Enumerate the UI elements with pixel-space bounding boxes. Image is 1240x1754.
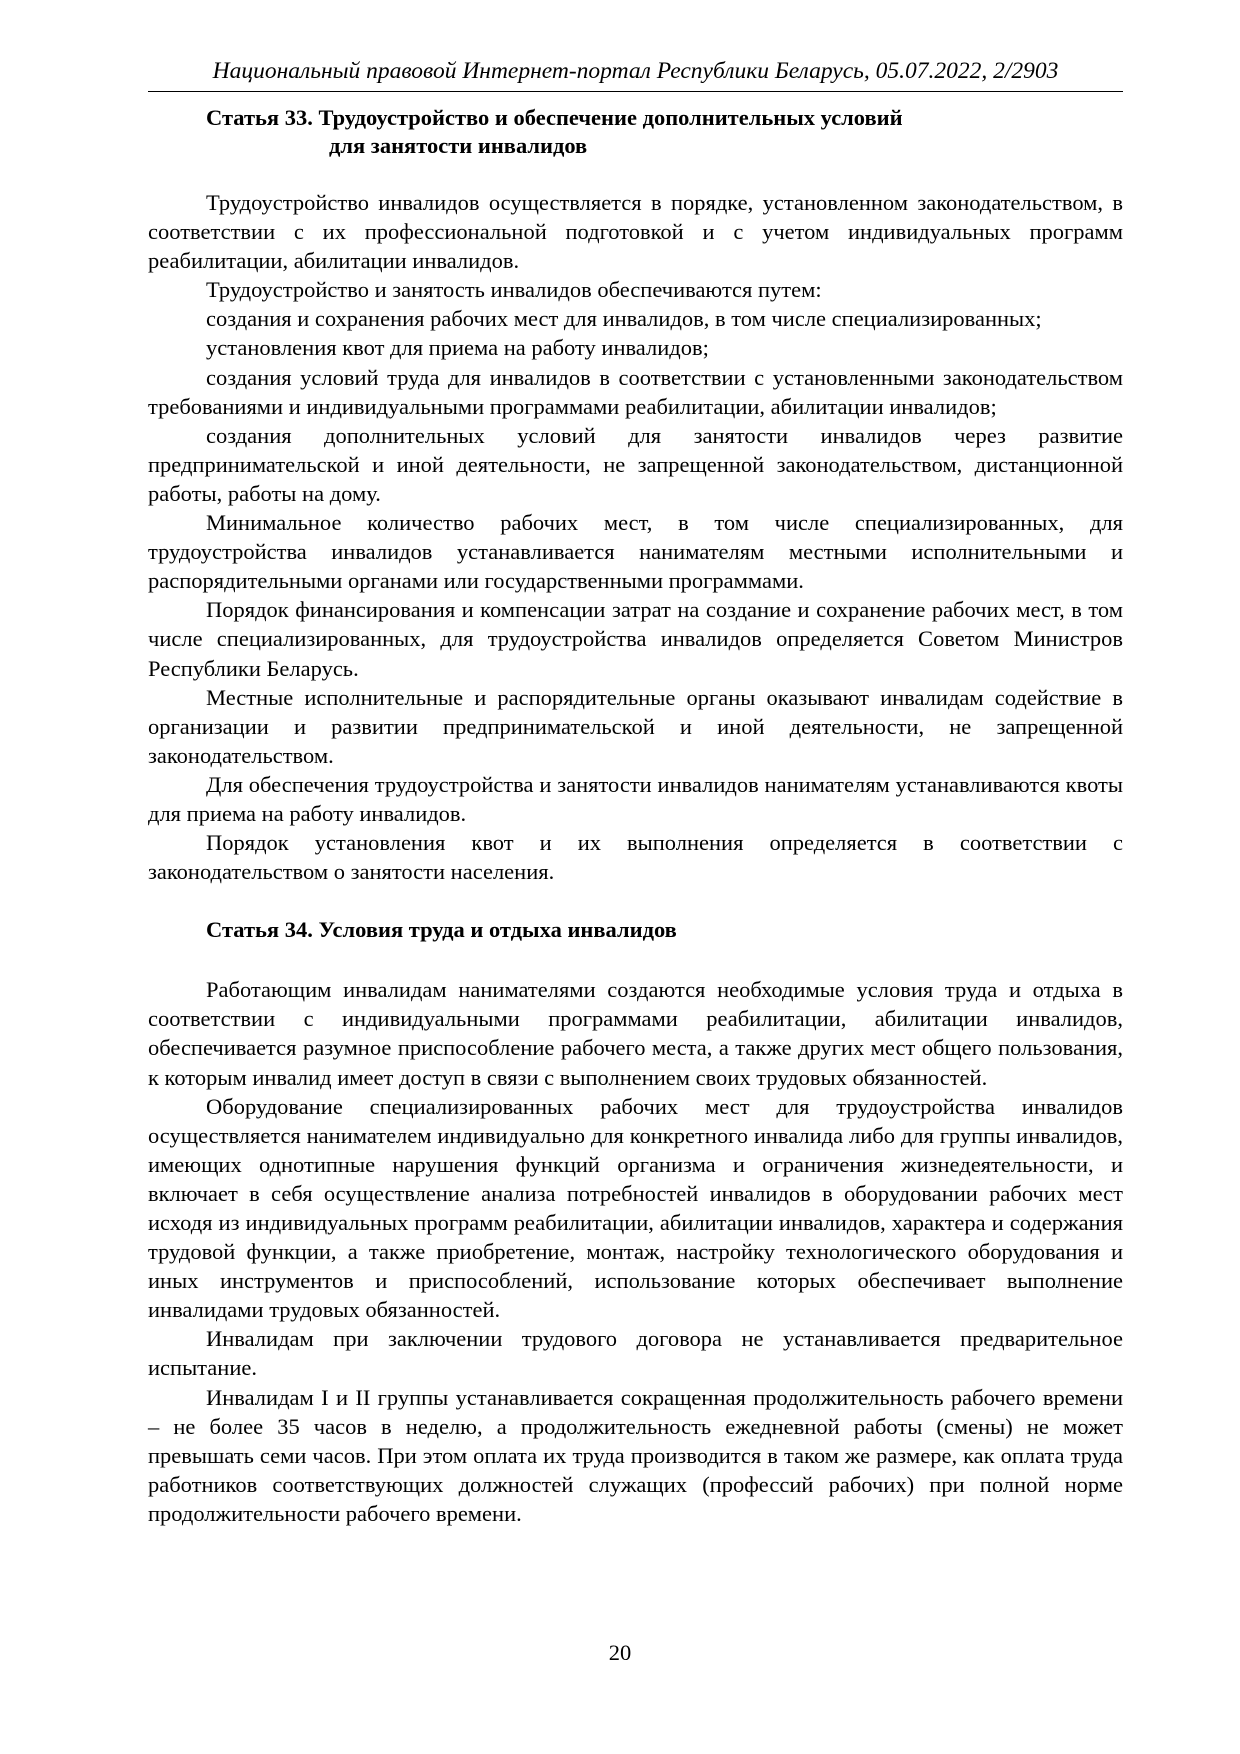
article-33-paragraph: Трудоустройство и занятость инвалидов обеспечиваются путем:: [206, 277, 822, 303]
article-33-paragraph: создания дополнительных условий для занятости инвалидов через развитие предпринимательской и иной деятельности, не запрещенной законодательством, дистанционной работы, работы на дому.: [148, 422, 1123, 506]
article-34-body: [148, 975, 1123, 1528]
article-33-title-line1: Статья 33. Трудоустройство и обеспечение дополнительных условий: [206, 105, 903, 130]
article-34-paragraph: Работающим инвалидам нанимателями создаются необходимые условия труда и отдыха в соответствии с индивидуальными программами реабилитации, абилитации инвалидов, обеспечивается разумное приспособление рабочего места, а также других мест общего пользования, к которым инвалид имеет доступ в связи с выполнением своих трудовых обязанностей.: [148, 977, 1123, 1090]
article-33-body: [148, 188, 1123, 886]
article-33-title-line2: для занятости инвалидов: [329, 133, 588, 158]
article-33-paragraph: Порядок финансирования и компенсации затрат на создание и сохранение рабочих мест, в том числе специализированных, для трудоустройства инвалидов определяется Советом Министров Республики Беларусь.: [148, 597, 1123, 681]
article-33-paragraph: Для обеспечения трудоустройства и занятости инвалидов нанимателям устанавливаются квоты для приема на работу инвалидов.: [148, 771, 1123, 826]
article-33-paragraph: создания условий труда для инвалидов в соответствии с установленными законодательством требованиями и индивидуальными программами реабилитации, абилитации инвалидов;: [148, 364, 1123, 419]
page-number: 20: [608, 1640, 632, 1665]
article-34-paragraph: Инвалидам при заключении трудового договора не устанавливается предварительное испытание.: [148, 1326, 1123, 1381]
article-34-paragraph: Оборудование специализированных рабочих мест для трудоустройства инвалидов осуществляется нанимателем индивидуально для конкретного инвалида либо для группы инвалидов, имеющих однотипные нарушения функций организма и ограничения жизнедеятельности, и включает в себя осуществление анализа потребностей инвалидов в оборудовании рабочих мест исходя из индивидуальных программ реабилитации, абилитации инвалидов, характера и содержания трудовой функции, а также приобретение, монтаж, настройку технологического оборудования и иных инструментов и приспособлений, использование которых обеспечивает выполнение инвалидами трудовых обязанностей.: [148, 1093, 1123, 1323]
article-33-title: [148, 104, 1123, 160]
article-33-paragraph: Трудоустройство инвалидов осуществляется в порядке, установленном законодательством, в соответствии с их профессиональной подготовкой и с учетом индивидуальных программ реабилитации, абилитации инвалидов.: [148, 190, 1123, 274]
article-34-paragraph: Инвалидам I и II группы устанавливается сокращенная продолжительность рабочего времени – не более 35 часов в неделю, а продолжительность ежедневной работы (смены) не может превышать семи часов. При этом оплата их труда производится в таком же размере, как оплата труда работников соответствующих должностей служащих (профессий рабочих) при полной норме продолжительности рабочего времени.: [148, 1384, 1123, 1526]
article-33-paragraph: установления квот для приема на работу инвалидов;: [206, 335, 709, 361]
article-33-paragraph: создания и сохранения рабочих мест для инвалидов, в том числе специализированных;: [206, 306, 1042, 332]
page-content: [148, 104, 1123, 1528]
running-header: Национальный правовой Интернет-портал Республики Беларусь, 05.07.2022, 2/2903: [212, 58, 1059, 84]
article-34-title: Статья 34. Условия труда и отдыха инвалидов: [206, 917, 677, 943]
article-33-paragraph: Порядок установления квот и их выполнения определяется в соответствии с законодательством о занятости населения.: [148, 830, 1123, 885]
article-33-paragraph: Минимальное количество рабочих мест, в том числе специализированных, для трудоустройства инвалидов устанавливается нанимателям местными исполнительными и распорядительными органами или государственными программами.: [148, 510, 1123, 594]
header-rule: [148, 91, 1123, 92]
article-33-paragraph: Местные исполнительные и распорядительные органы оказывают инвалидам содействие в организации и развитии предпринимательской и иной деятельности, не запрещенной законодательством.: [148, 684, 1123, 768]
